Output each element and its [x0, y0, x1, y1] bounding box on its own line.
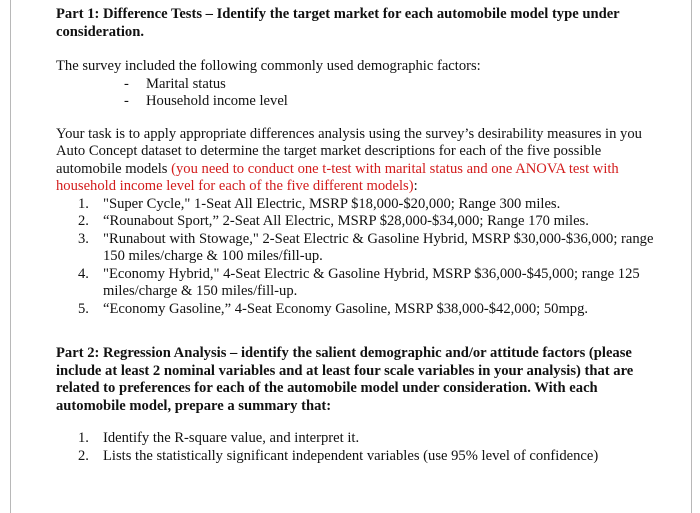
- demographic-factor-list: [56, 76, 656, 111]
- dash-bullet: -: [124, 75, 129, 92]
- list-item: [78, 213, 656, 231]
- page-left-edge: [10, 0, 11, 513]
- list-number: 2.: [78, 213, 89, 229]
- model-description: "Runabout with Stowage," 2-Seat Electric & Gasoline Hybrid, MSRP $30,000-$36,000; range 150 miles/charge & 100 miles/fill-up.: [103, 230, 654, 264]
- survey-intro: The survey included the following commonly used demographic factors:: [56, 58, 481, 74]
- list-item: [78, 448, 656, 466]
- model-description: “Rounabout Sport,” 2-Seat All Electric, MSRP $28,000-$34,000; Range 170 miles.: [103, 213, 589, 229]
- task-paragraph: [56, 126, 656, 196]
- task-end: :: [413, 178, 418, 194]
- list-item: [78, 266, 656, 301]
- part2-heading: Part 2: Regression Analysis – identify the salient demographic and/or attitude factors (please include at least 2 nominal variables and at least four scale variables in your analysis) that are related to preferences for each of the automobile model under consideration. With each automobile model, prepare a summary that:: [56, 345, 634, 414]
- requirement-text: Lists the statistically significant independent variables (use 95% level of confidence): [103, 447, 599, 464]
- list-number: 5.: [78, 300, 89, 317]
- model-description: “Economy Gasoline,” 4-Seat Economy Gasoline, MSRP $38,000-$42,000; 50mpg.: [103, 300, 589, 317]
- list-item: [78, 196, 656, 214]
- list-item: [78, 301, 656, 319]
- document-content: [56, 6, 656, 465]
- factor-label: Marital status: [146, 75, 226, 92]
- list-item: [124, 93, 656, 111]
- list-number: 1.: [78, 430, 89, 446]
- task-text: Your task is to apply appropriate differences analysis using the survey’s desirability measures in you Auto Concept dataset to determine the target market descriptions for each of the five possible automobile models: [56, 125, 642, 177]
- model-description: "Super Cycle," 1-Seat All Electric, MSRP $18,000-$20,000; Range 300 miles.: [103, 195, 561, 212]
- list-item: [78, 231, 656, 266]
- list-number: 4.: [78, 265, 89, 282]
- model-description: "Economy Hybrid," 4-Seat Electric & Gasoline Hybrid, MSRP $36,000-$45,000; range 125 miles/charge & 150 miles/fill-up.: [103, 265, 640, 299]
- list-number: 2.: [78, 447, 89, 464]
- list-number: 3.: [78, 230, 89, 247]
- part1-heading: Part 1: Difference Tests – Identify the target market for each automobile model type under consideration.: [56, 6, 620, 40]
- list-item: [124, 76, 656, 94]
- factor-label: Household income level: [146, 93, 288, 109]
- model-list: [56, 196, 656, 319]
- page-right-edge: [691, 0, 692, 513]
- list-number: 1.: [78, 195, 89, 212]
- summary-requirements-list: [56, 430, 656, 465]
- list-item: [78, 430, 656, 448]
- requirement-text: Identify the R-square value, and interpret it.: [103, 430, 360, 446]
- dash-bullet: -: [124, 93, 129, 109]
- task-highlight: (you need to conduct one t-test with marital status and one ANOVA test with household income level for each of the five different models): [56, 160, 619, 194]
